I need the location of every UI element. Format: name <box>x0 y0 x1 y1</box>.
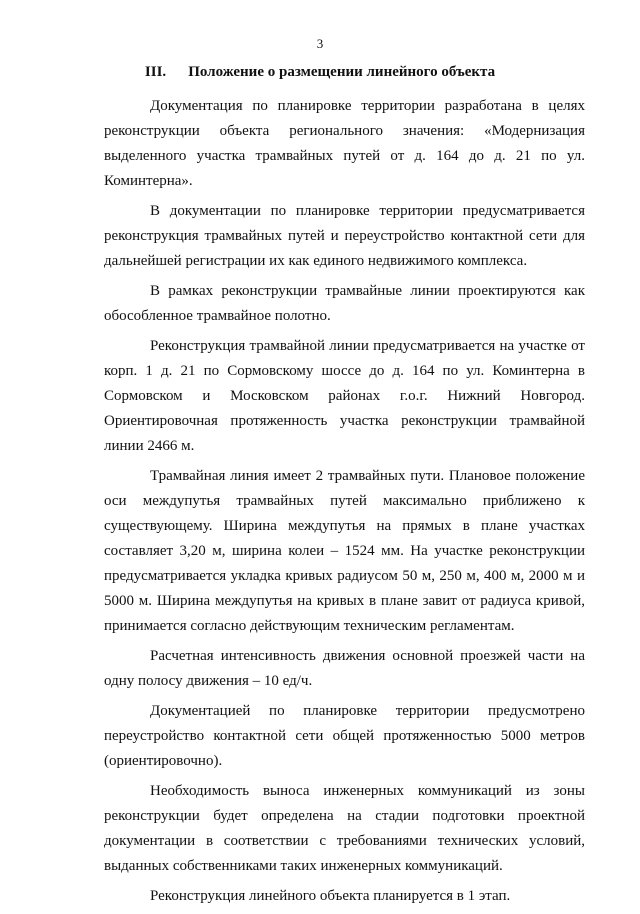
section-number: III. <box>144 64 167 80</box>
document-body <box>104 94 585 914</box>
paragraph-utilities: Необходимость выноса инженерных коммуникаций из зоны реконструкции будет определена на стадии подготовки проектной документации в соответствии с требованиями технических условий, выданных собственниками таких инженерных коммуникаций. <box>104 783 585 874</box>
paragraph-stages: Реконструкция линейного объекта планируется в 1 этап. <box>150 888 511 904</box>
paragraph-purpose: Документация по планировке территории разработана в целях реконструкции объекта регионального значения: «Модернизация выделенного участка трамвайных путей от д. 164 до д. 21 по ул. Коминтерна». <box>104 98 585 189</box>
paragraph-contact-network: Документацией по планировке территории предусмотрено переустройство контактной сети общей протяженностью 5000 метров (ориентировочно). <box>104 703 585 769</box>
page-number: 3 <box>316 36 324 51</box>
paragraph-traffic-intensity: Расчетная интенсивность движения основной проезжей части на одну полосу движения – 10 ед/ч. <box>104 648 585 689</box>
paragraph-track-parameters: Трамвайная линия имеет 2 трамвайных пути. Плановое положение оси междупутья трамвайных путей максимально приближено к существующему. Ширина междупутья на прямых в плане участках составляет 3,20 м, ширина колеи – 1524 мм. На участке реконструкции предусматривается укладка кривых радиусом 50 м, 250 м, 400 м, 2000 м и 5000 м. Ширина междупутья на кривых в плане завит от радиуса кривой, принимается согласно действующим техническим регламентам. <box>104 468 585 634</box>
paragraph-location: Реконструкция трамвайной линии предусматривается на участке от корп. 1 д. 21 по Сормовскому шоссе до д. 164 по ул. Коминтерна в Сормовском и Московском районах г.о.г. Нижний Новгород. Ориентировочная протяженность участка реконструкции трамвайной линии 2466 м. <box>104 338 585 454</box>
section-heading <box>0 62 640 82</box>
section-title: Положение о размещении линейного объекта <box>188 64 496 80</box>
paragraph-design: В рамках реконструкции трамвайные линии проектируются как обособленное трамвайное полотно. <box>104 283 585 324</box>
paragraph-scope: В документации по планировке территории предусматривается реконструкция трамвайных путей и переустройство контактной сети для дальнейшей регистрации их как единого недвижимого комплекса. <box>104 203 585 269</box>
